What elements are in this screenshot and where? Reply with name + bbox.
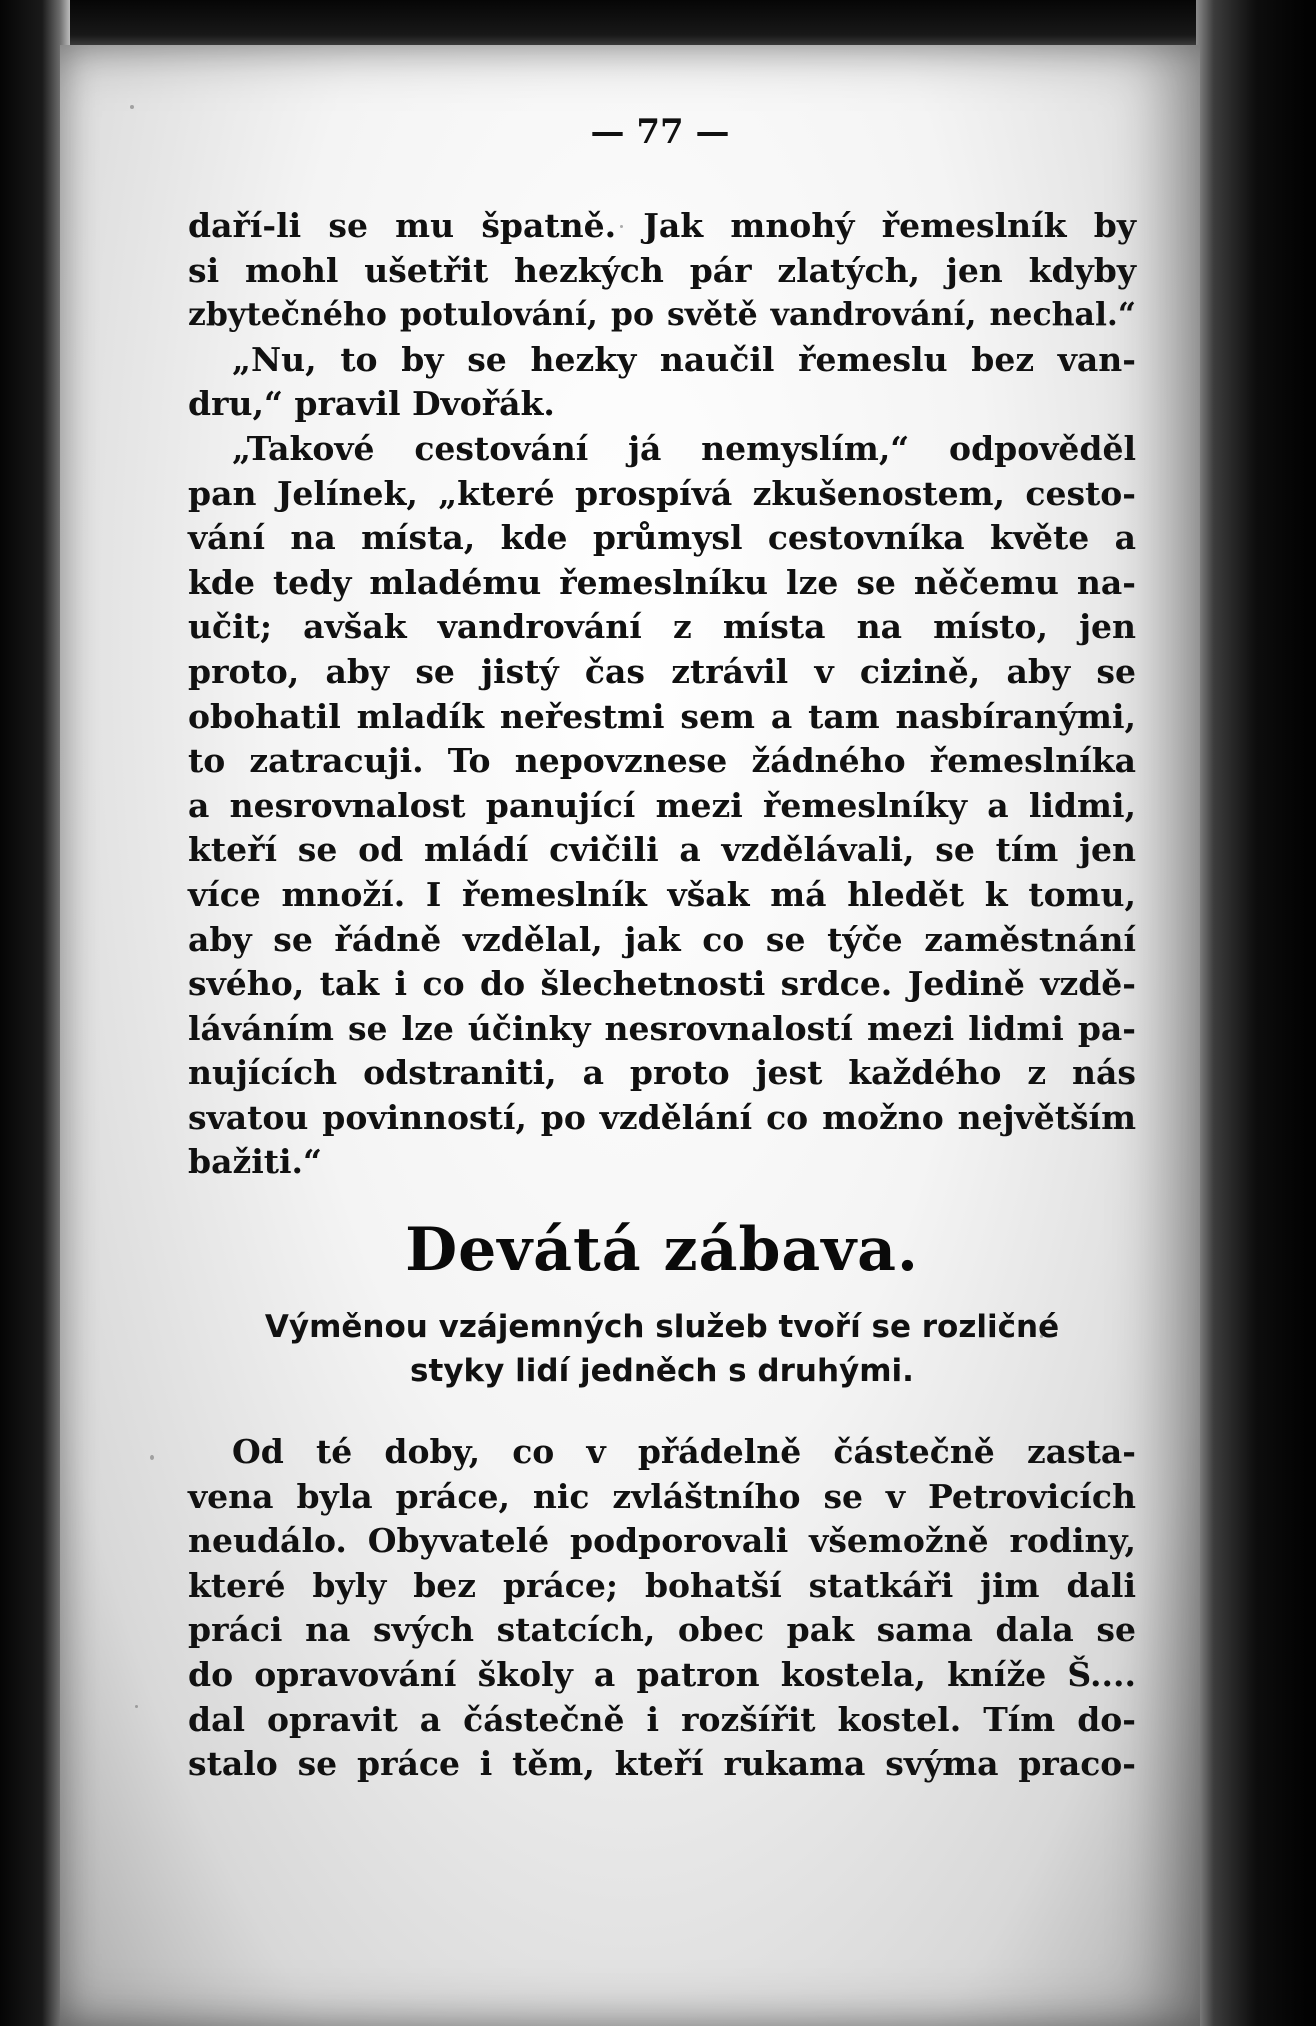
- text-line: nujících odstraniti, a proto jest každého z nás: [188, 1053, 1136, 1093]
- subtitle-line: Výměnou vzájemných služeb tvoří se rozličné: [264, 1309, 1060, 1345]
- body-text-bottom: [188, 1430, 1136, 1787]
- text-line: svého, tak i co do šlechetnosti srdce. Jedině vzdě-: [188, 964, 1136, 1004]
- text-line: zbytečného potulování, po světě vandrování, nechal.“: [188, 296, 1136, 334]
- text-line: to zatracuji. To nepovznese žádného řemeslníka: [188, 741, 1136, 781]
- text-line: aby se řádně vzdělal, jak co se týče zaměstnání: [188, 919, 1136, 959]
- text-line: vání na místa, kde průmysl cestovníka květe a: [188, 518, 1136, 558]
- text-line: stalo se práce i těm, kteří rukama svýma praco-: [188, 1744, 1136, 1784]
- text-line: dal opravit a částečně i rozšířit kostel. Tím do-: [188, 1699, 1136, 1739]
- text-line: si mohl ušetřit hezkých pár zlatých, jen kdyby: [188, 250, 1136, 290]
- text-line: které byly bez práce; bohatší statkáři jim dali: [188, 1565, 1136, 1605]
- text-line: obohatil mladík neřestmi sem a tam nasbíranými,: [188, 696, 1136, 736]
- text-line: svatou povinností, po vzdělání co možno největším: [188, 1097, 1136, 1137]
- paper-speck: [130, 105, 134, 109]
- text-line: do opravování školy a patron kostela, kníže Š....: [188, 1654, 1136, 1694]
- text-line: pan Jelínek, „které prospívá zkušenostem, cesto-: [188, 473, 1136, 513]
- text-line: a nesrovnalost panující mezi řemeslníky a lidmi,: [188, 785, 1136, 825]
- scan-border-top: [0, 0, 1316, 50]
- body-text-top: [188, 204, 1136, 1185]
- text-line: „Takové cestování já nemyslím,“ odpověděl: [232, 428, 1136, 468]
- text-line: neudálo. Obyvatelé podporovali všemožně rodiny,: [188, 1521, 1136, 1561]
- text-line: kde tedy mladému řemeslníku lze se něčemu na-: [188, 562, 1136, 602]
- page-number: — 77 —: [590, 112, 730, 152]
- text-line: učit; avšak vandrování z místa na místo, jen: [188, 607, 1136, 647]
- scan-border-right: [1196, 0, 1316, 2026]
- text-line: více množí. I řemeslník však má hledět k tomu,: [188, 874, 1136, 914]
- text-line: bažiti.“: [188, 1142, 322, 1182]
- text-line: proto, aby se jistý čas ztrávil v cizině, aby se: [188, 651, 1136, 691]
- subtitle-line: styky lidí jedněch s druhými.: [410, 1353, 914, 1389]
- chapter-subtitle: [188, 1305, 1136, 1393]
- text-line: kteří se od mládí cvičili a vzdělávali, se tím jen: [188, 830, 1136, 870]
- text-line: dru,“ pravil Dvořák.: [188, 384, 555, 424]
- paper-speck: [150, 1455, 154, 1460]
- text-line: práci na svých statcích, obec pak sama dala se: [188, 1610, 1136, 1650]
- text-line: láváním se lze účinky nesrovnalostí mezi lidmi pa-: [188, 1008, 1136, 1048]
- text-line: Od té doby, co v přádelně částečně zasta-: [232, 1432, 1136, 1471]
- text-line: „Nu, to by se hezky naučil řemeslu bez van-: [232, 339, 1136, 379]
- text-line: daří-li se mu špatně. Jak mnohý řemeslník by: [188, 206, 1136, 245]
- paper-speck: [135, 1705, 138, 1708]
- text-line: vena byla práce, nic zvláštního se v Petrovicích: [188, 1476, 1136, 1516]
- chapter-title: Devátá zábava.: [405, 1215, 919, 1285]
